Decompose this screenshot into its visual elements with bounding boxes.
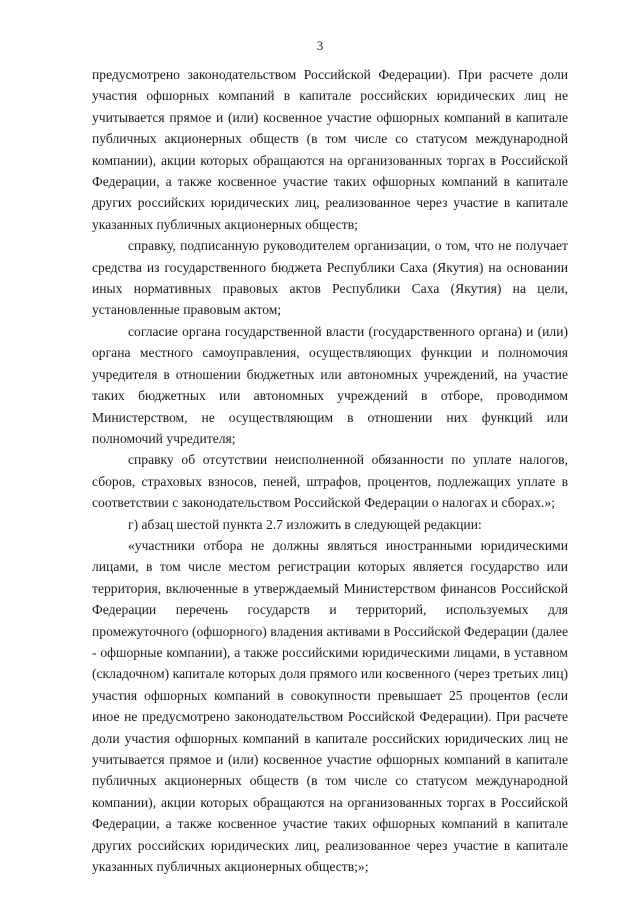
page-number: 3: [316, 38, 324, 53]
paragraph-amendment-instruction: г) абзац шестой пункта 2.7 изложить в следующей редакции:: [128, 516, 482, 532]
paragraph-founder-consent: согласие органа государственной власти (государственного органа) и (или) органа местного самоуправления, осуществляющих функции и полномочия учредителя в отношении бюджетных или автономных учреждений, на участие таких бюджетных или автономных учреждений в отборе, проводимом Министерством, не осуществляющим в отношении них функций или полномочий учредителя;: [92, 323, 568, 446]
document-body: [92, 64, 568, 877]
paragraph-certificate-budget: справку, подписанную руководителем организации, о том, что не получает средства из государственного бюджета Республики Саха (Якутия) на основании иных нормативных правовых актов Республики Саха (Якутия) на цели, установленные правовым актом;: [92, 238, 568, 318]
paragraph-new-wording: «участники отбора не должны являться иностранными юридическими лицами, в том числе местом регистрации которых является государство или территория, включенные в утверждаемый Министерством финансов Российской Федерации перечень государств и территорий, используемых для промежуточного (офшорного) владения активами в Российской Федерации (далее - офшорные компании), а также российскими юридическими лицами, в уставном (складочном) капитале которых доля прямого или косвенного (через третьих лиц) участия офшорных компаний в совокупности превышает 25 процентов (если иное не предусмотрено законодательством Российской Федерации). При расчете доли участия офшорных компаний в капитале российских юридических лиц не учитывается прямое и (или) косвенное участие офшорных компаний в капитале публичных акционерных обществ (в том числе со статусом международной компании), акции которых обращаются на организованных торгах в Российской Федерации, а также косвенное участие таких офшорных компаний в капитале других российских юридических лиц, реализованное через участие в капитале указанных публичных акционерных обществ;»;: [92, 537, 568, 875]
paragraph-tax-certificate: справку об отсутствии неисполненной обязанности по уплате налогов, сборов, страховых взносов, пеней, штрафов, процентов, подлежащих уплате в соответствии с законодательством Российской Федерации о налогах и сборах.»;: [92, 452, 568, 511]
paragraph-continuation: предусмотрено законодательством Российской Федерации). При расчете доли участия офшорных компаний в капитале российских юридических лиц не учитывается прямое и (или) косвенное участие офшорных компаний в капитале публичных акционерных обществ (в том числе со статусом международной компании), акции которых обращаются на организованных торгах в Российской Федерации, а также косвенное участие таких офшорных компаний в капитале других российских юридических лиц, реализованное через участие в капитале указанных публичных акционерных обществ;: [92, 67, 568, 232]
